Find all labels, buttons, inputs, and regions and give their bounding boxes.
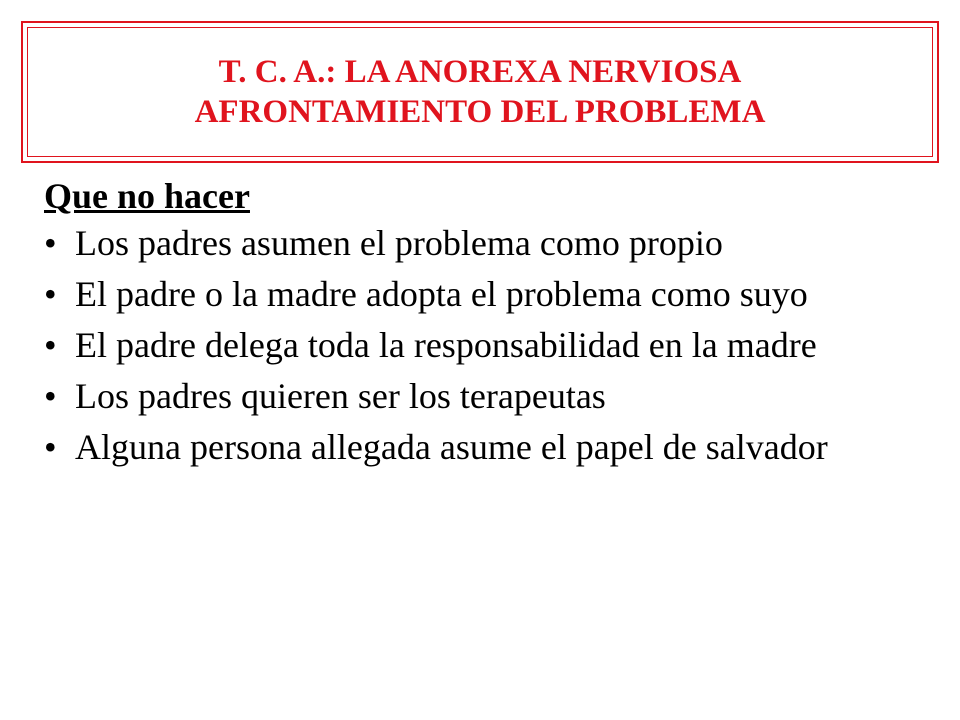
bullet-text: Los padres asumen el problema como propio [75, 223, 723, 263]
bullet-icon: • [44, 325, 57, 365]
slide-content [44, 174, 924, 479]
slide-title-line-1: T. C. A.: LA ANOREXA NERVIOSA [218, 54, 742, 90]
bullet-icon: • [44, 274, 57, 314]
bullet-text: Alguna persona allegada asume el papel de salvador [75, 427, 828, 467]
bullet-item [44, 275, 865, 313]
bullet-text: El padre o la madre adopta el problema como suyo [75, 274, 808, 314]
bullet-item [44, 428, 865, 466]
bullet-list [44, 224, 924, 466]
section-heading: Que no hacer [44, 176, 250, 216]
bullet-item [44, 377, 865, 415]
bullet-item [44, 326, 865, 364]
bullet-item [44, 224, 865, 262]
bullet-text: El padre delega toda la responsabilidad en la madre [75, 325, 817, 365]
slide-title-line-2: AFRONTAMIENTO DEL PROBLEMA [194, 94, 766, 130]
title-box-inner [27, 27, 933, 157]
bullet-icon: • [44, 223, 57, 263]
bullet-icon: • [44, 427, 57, 467]
bullet-icon: • [44, 376, 57, 416]
title-box [21, 21, 939, 163]
bullet-text: Los padres quieren ser los terapeutas [75, 376, 606, 416]
